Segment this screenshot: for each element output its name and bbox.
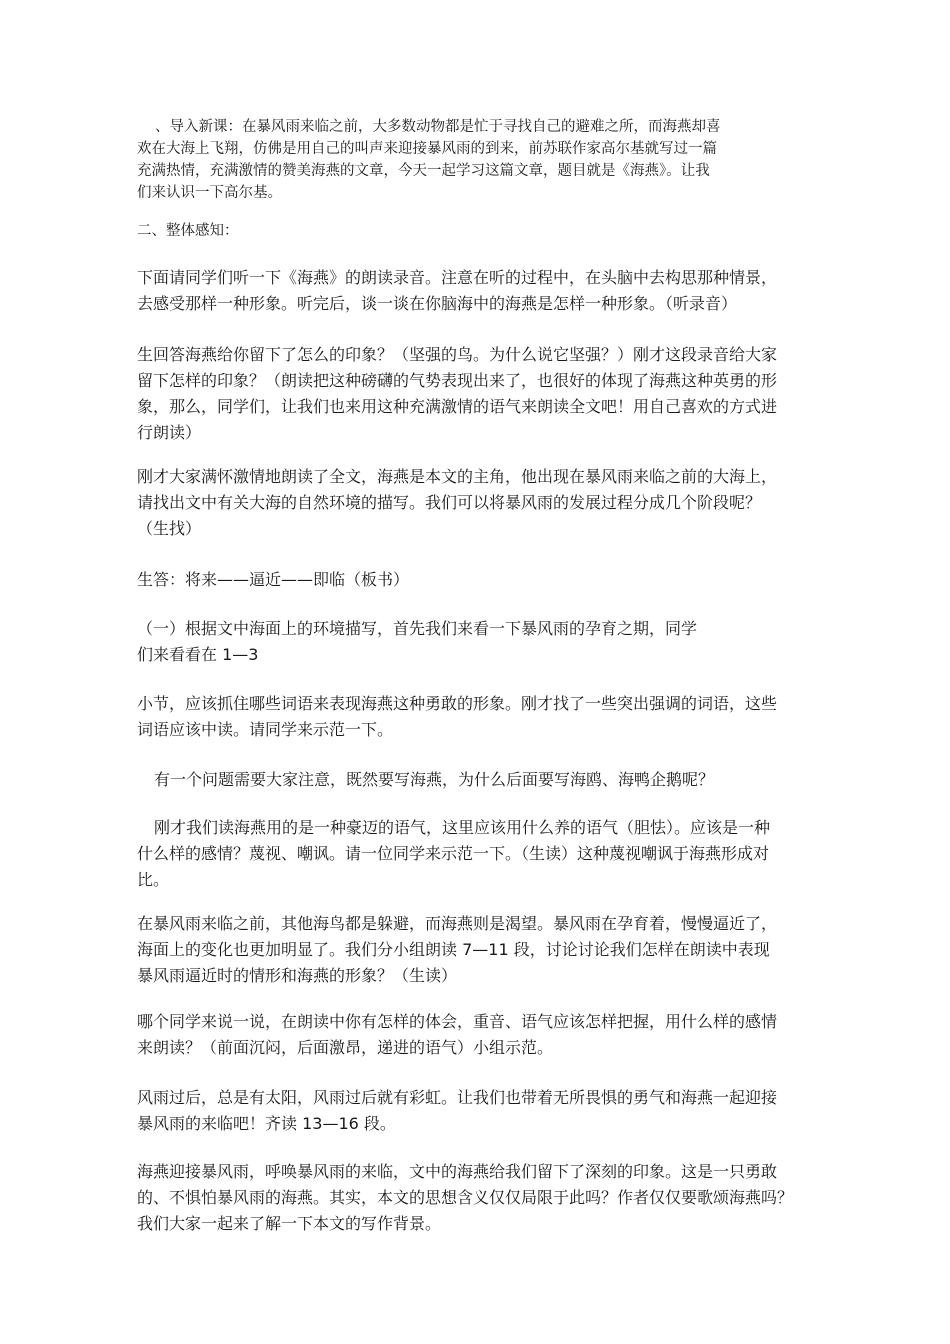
- paragraph: [137, 1085, 821, 1137]
- text-line: 有一个问题需要大家注意，既然要写海燕，为什么后面要写海鸥、海鸭企鹅呢？: [154, 770, 715, 789]
- paragraph: [137, 1159, 821, 1237]
- text-line: 比。: [137, 870, 170, 889]
- paragraph: [137, 464, 821, 542]
- text-line: 词语应该中读。请同学来示范一下。: [137, 720, 394, 739]
- text-line: 请找出文中有关大海的自然环境的描写。我们可以将暴风雨的发展过程分成几个阶段呢？: [137, 493, 762, 512]
- text-line: （生找）: [137, 519, 202, 538]
- text-line: 象，那么，同学们，让我们也来用这种充满激情的语气来朗读全文吧！用自己喜欢的方式进: [137, 397, 778, 416]
- paragraph: [137, 767, 821, 793]
- paragraph: [137, 342, 821, 446]
- section-heading: [137, 220, 821, 242]
- text-line: （一）根据文中海面上的环境描写，首先我们来看一下暴风雨的孕育之期，同学: [137, 619, 698, 638]
- text-line: 刚才大家满怀激情地朗读了全文，海燕是本文的主角，他出现在暴风雨来临之前的大海上，: [137, 467, 778, 486]
- text-line: 小节，应该抓住哪些词语来表现海燕这种勇敢的形象。刚才找了一些突出强调的词语，这些: [137, 694, 778, 713]
- text-line: 去感受那样一种形象。听完后，谈一谈在你脑海中的海燕是怎样一种形象。（听录音）: [137, 294, 738, 313]
- text-line: 生答：将来——逼近——即临（板书）: [137, 570, 410, 589]
- text-line: 二、整体感知：: [137, 223, 239, 239]
- text-line: 在暴风雨来临之前，其他海鸟都是躲避，而海燕则是渴望。暴风雨在孕育着，慢慢逼近了，: [137, 914, 778, 933]
- text-line: 留下怎样的印象？（朗读把这种磅礴的气势表现出来了，也很好的体现了海燕这种英勇的形: [137, 371, 778, 390]
- text-line: 、导入新课：在暴风雨来临之前，大多数动物都是忙于寻找自己的避难之所，而海燕却喜: [155, 119, 721, 135]
- text-line: 刚才我们读海燕用的是一种豪迈的语气，这里应该用什么养的语气（胆怯）。应该是一种: [154, 818, 771, 837]
- text-line: 充满热情，充满激情的赞美海燕的文章，今天一起学习这篇文章，题目就是《海燕》。让我: [137, 163, 710, 179]
- text-line: 海燕迎接暴风雨，呼唤暴风雨的来临，文中的海燕给我们留下了深刻的印象。这是一只勇敢: [137, 1162, 778, 1181]
- paragraph: [137, 265, 821, 317]
- text-line: 们来看看在 1—3: [137, 645, 259, 664]
- paragraph: [137, 691, 821, 743]
- text-line: 生回答海燕给你留下了怎么的印象？（坚强的鸟。为什么说它坚强？）刚才这段录音给大家: [137, 345, 778, 364]
- text-line: 哪个同学来说一说，在朗读中你有怎样的体会，重音、语气应该怎样把握，用什么样的感情: [137, 1012, 778, 1031]
- text-line: 下面请同学们听一下《海燕》的朗读录音。注意在听的过程中，在头脑中去构思那种情景，: [137, 268, 778, 287]
- text-line: 我们大家一起来了解一下本文的写作背景。: [137, 1214, 442, 1233]
- intro-paragraph: [137, 116, 821, 204]
- paragraph: [137, 1009, 821, 1061]
- text-line: 风雨过后，总是有太阳，风雨过后就有彩虹。让我们也带着无所畏惧的勇气和海燕一起迎接: [137, 1088, 778, 1107]
- paragraph: [137, 911, 821, 989]
- paragraph: [137, 616, 821, 668]
- paragraph: [137, 815, 821, 893]
- text-line: 来朗读？（前面沉闷，后面激昂，递进的语气）小组示范。: [137, 1038, 554, 1057]
- text-line: 什么样的感情？蔑视、嘲讽。请一位同学来示范一下。（生读）这种蔑视嘲讽于海燕形成对: [137, 844, 770, 863]
- paragraph: [137, 567, 821, 593]
- text-line: 行朗读）: [137, 423, 202, 442]
- text-line: 的、不惧怕暴风雨的海燕。其实，本文的思想含义仅仅局限于此吗？作者仅仅要歌颂海燕吗？: [137, 1188, 794, 1207]
- text-line: 海面上的变化也更加明显了。我们分小组朗读 7—11 段，讨论讨论我们怎样在朗读中表现: [137, 940, 770, 959]
- text-line: 暴风雨逼近时的情形和海燕的形象？（生读）: [137, 966, 458, 985]
- text-line: 们来认识一下高尔基。: [137, 185, 282, 201]
- text-line: 暴风雨的来临吧！齐读 13—16 段。: [137, 1114, 396, 1133]
- text-line: 欢在大海上飞翔，仿佛是用自己的叫声来迎接暴风雨的到来，前苏联作家高尔基就写过一篇: [137, 141, 717, 157]
